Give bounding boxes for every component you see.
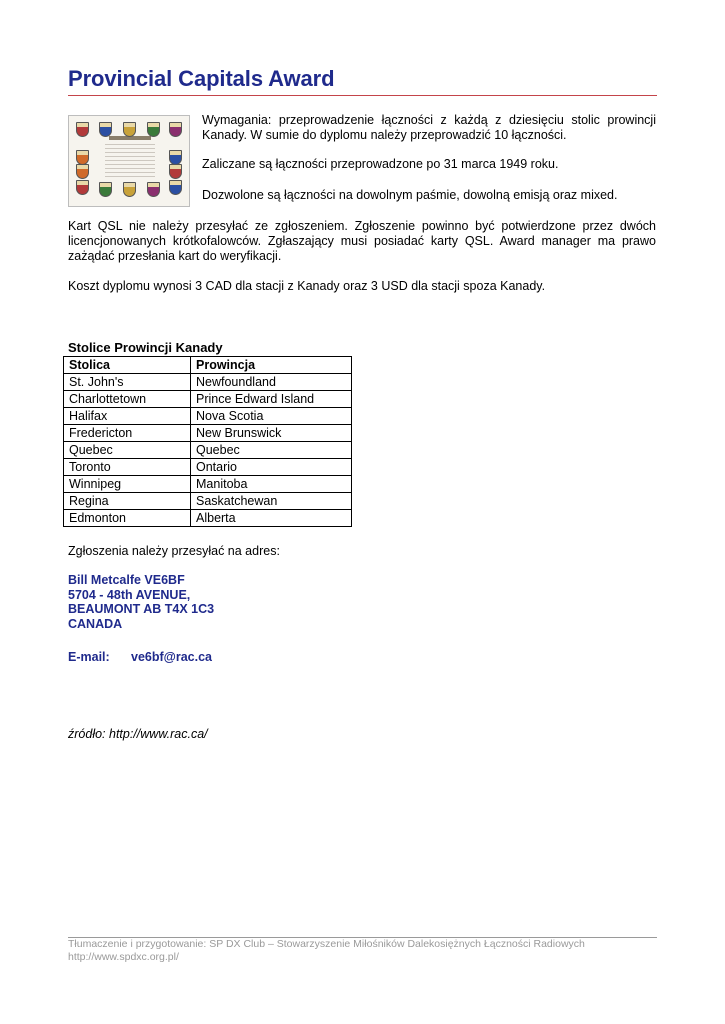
table-header-row bbox=[64, 357, 352, 374]
province-shield-icon bbox=[76, 164, 89, 179]
email-row bbox=[68, 650, 212, 664]
province-shield-icon bbox=[76, 122, 89, 137]
province-shield-icon bbox=[76, 150, 89, 165]
province-shield-icon bbox=[169, 150, 182, 165]
province-shield-icon bbox=[123, 182, 136, 197]
province-shield-icon bbox=[147, 182, 160, 197]
source-note: źródło: http://www.rac.ca/ bbox=[68, 727, 208, 741]
page-footer bbox=[68, 938, 585, 964]
province-cell: Saskatchewan bbox=[191, 493, 352, 510]
bands-paragraph: Dozwolone są łączności na dowolnym paśmie, dowolną emisją oraz mixed. bbox=[202, 188, 618, 202]
province-cell: Manitoba bbox=[191, 476, 352, 493]
address-line-street: 5704 - 48th AVENUE, bbox=[68, 587, 191, 602]
table-row bbox=[64, 425, 352, 442]
address-line-city: BEAUMONT AB T4X 1C3 bbox=[68, 602, 215, 616]
address-line-name: Bill Metcalfe VE6BF bbox=[68, 573, 185, 587]
page-title: Provincial Capitals Award bbox=[68, 66, 335, 91]
requirements-paragraph: Wymagania: przeprowadzenie łączności z każdą z dziesięciu stolic prowincji Kanady. W sumie do dyplomu należy przeprowadzić 10 łączności. bbox=[202, 113, 656, 142]
capital-cell: Quebec bbox=[64, 442, 191, 459]
province-cell: Quebec bbox=[191, 442, 352, 459]
table-row bbox=[64, 459, 352, 476]
province-shield-icon bbox=[76, 180, 89, 195]
column-header-province: Prowincja bbox=[191, 357, 352, 374]
email-label: E-mail: bbox=[68, 650, 110, 664]
province-cell: Newfoundland bbox=[191, 374, 352, 391]
table-row bbox=[64, 391, 352, 408]
table-title: Stolice Prowincji Kanady bbox=[68, 340, 223, 355]
province-cell: Nova Scotia bbox=[191, 408, 352, 425]
province-cell: Alberta bbox=[191, 510, 352, 527]
title-divider bbox=[68, 95, 657, 96]
diploma-text-mark bbox=[105, 144, 155, 178]
province-shield-icon bbox=[169, 180, 182, 195]
footer-credit: Tłumaczenie i przygotowanie: SP DX Club – Stowarzyszenie Miłośników Dalekosiężnych Łączności Radiowych bbox=[68, 938, 585, 950]
table-row bbox=[64, 476, 352, 493]
capital-cell: Edmonton bbox=[64, 510, 191, 527]
table-row bbox=[64, 374, 352, 391]
table-row bbox=[64, 493, 352, 510]
column-header-capital: Stolica bbox=[64, 357, 191, 374]
cost-paragraph: Koszt dyplomu wynosi 3 CAD dla stacji z Kanady oraz 3 USD dla stacji spoza Kanady. bbox=[68, 279, 546, 293]
award-diploma-image bbox=[68, 115, 190, 207]
province-cell: Prince Edward Island bbox=[191, 391, 352, 408]
capitals-table bbox=[63, 356, 352, 527]
footer-url[interactable]: http://www.spdxc.org.pl/ bbox=[68, 951, 179, 963]
date-paragraph: Zaliczane są łączności przeprowadzone po 31 marca 1949 roku. bbox=[202, 157, 559, 171]
capital-cell: Regina bbox=[64, 493, 191, 510]
address-line-country: CANADA bbox=[68, 616, 123, 631]
table-row bbox=[64, 442, 352, 459]
province-shield-icon bbox=[169, 164, 182, 179]
province-shield-icon bbox=[99, 122, 112, 137]
capital-cell: Winnipeg bbox=[64, 476, 191, 493]
table-row bbox=[64, 408, 352, 425]
capital-cell: Fredericton bbox=[64, 425, 191, 442]
table-row bbox=[64, 510, 352, 527]
province-shield-icon bbox=[123, 122, 136, 137]
address-intro: Zgłoszenia należy przesyłać na adres: bbox=[68, 544, 280, 558]
province-shield-icon bbox=[169, 122, 182, 137]
capital-cell: Charlottetown bbox=[64, 391, 191, 408]
province-cell: New Brunswick bbox=[191, 425, 352, 442]
qsl-paragraph: Kart QSL nie należy przesyłać ze zgłoszeniem. Zgłoszenie powinno być potwierdzone przez dwóch licencjonowanych krótkofalowców. Zgłaszający musi posiadać karty QSL. Award manager ma prawo zażądać przesłania kart do weryfikacji. bbox=[68, 219, 656, 263]
province-shield-icon bbox=[147, 122, 160, 137]
email-link[interactable]: ve6bf@rac.ca bbox=[131, 650, 212, 664]
province-cell: Ontario bbox=[191, 459, 352, 476]
capital-cell: St. John's bbox=[64, 374, 191, 391]
capital-cell: Halifax bbox=[64, 408, 191, 425]
mailing-address bbox=[68, 573, 214, 631]
capital-cell: Toronto bbox=[64, 459, 191, 476]
province-shield-icon bbox=[99, 182, 112, 197]
